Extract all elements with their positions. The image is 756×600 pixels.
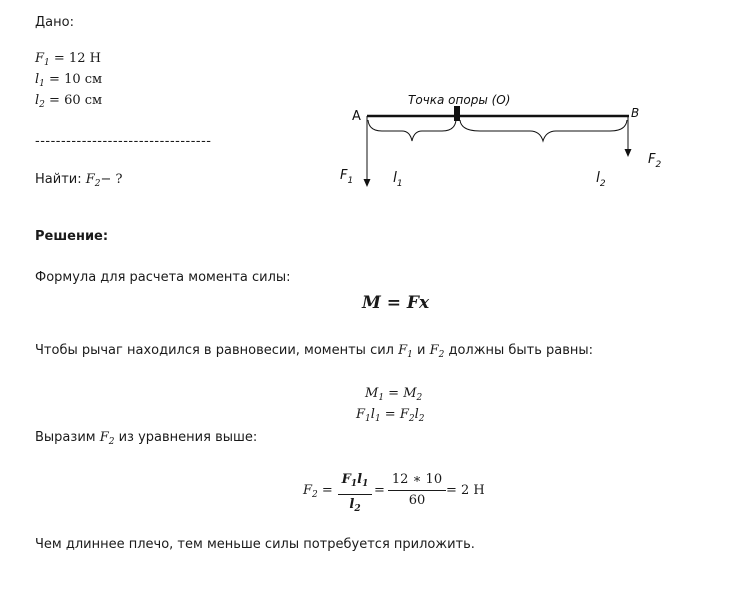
separator-line: ---------------------------------- (35, 134, 212, 149)
fraction-symbolic: $F_1l_1$ $l_2$ (338, 471, 372, 518)
equation-forces: $F_1l_1 = F_2l_2$ (356, 407, 425, 424)
formula-intro: Формула для расчета момента силы: (35, 270, 291, 285)
conclusion-text: Чем длиннее плечо, тем меньше силы потребуется приложить. (35, 537, 475, 552)
express-text: Выразим $F_2$ из уравнения выше: (35, 430, 258, 447)
given-title: Дано: (35, 15, 74, 30)
fraction-numeric: 12 ∗ 10 60 (388, 471, 446, 510)
equals-sign: = (374, 483, 385, 498)
f2-label: $F_2$ (648, 152, 662, 170)
solution-heading: Решение: (35, 229, 109, 244)
result-value: = 2 Н (446, 483, 485, 498)
l1-brace (368, 120, 456, 141)
l2-brace (460, 120, 627, 141)
given-f1: $F_1 = 12$ Н (35, 51, 101, 68)
given-l1: $l_1 = 10$ см (35, 72, 103, 89)
point-b-label: B (631, 106, 640, 120)
f1-arrow-head (364, 179, 371, 187)
f2-arrow-head (625, 149, 632, 157)
fulcrum-marker (454, 106, 460, 121)
point-a-label: A (352, 109, 361, 124)
moment-formula: M = Fx (362, 293, 430, 313)
l1-label: $l_1$ (393, 170, 403, 189)
equilibrium-text: Чтобы рычаг находился в равновесии, моменты сил $F_1$ и $F_2$ должны быть равны: (35, 343, 594, 360)
result-lhs: $F_2$ = (303, 483, 333, 500)
given-l2: $l_2 = 60$ см (35, 93, 103, 110)
fulcrum-label: Точка опоры (O) (408, 93, 511, 107)
find-line: Найти: $F_2-$ ? (35, 172, 123, 189)
f1-label: $F_1$ (340, 168, 354, 186)
equation-moments: $M_1 = M_2$ (365, 386, 423, 403)
l2-label: $l_2$ (596, 170, 606, 189)
lever-diagram (330, 85, 690, 200)
